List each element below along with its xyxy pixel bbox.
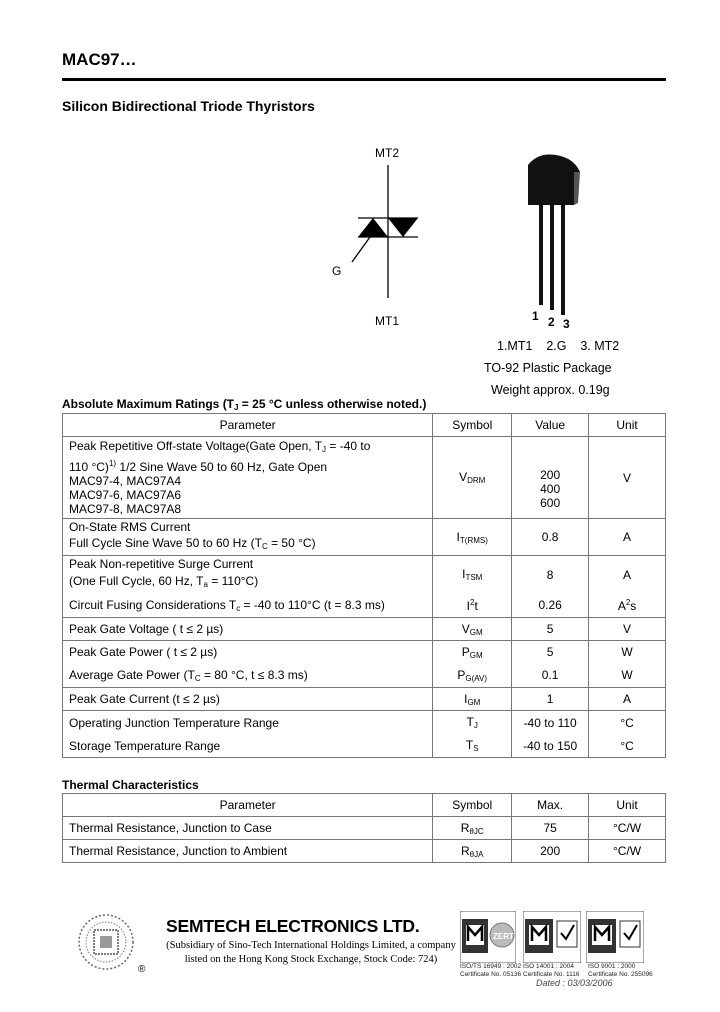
ts-unit: °C bbox=[589, 734, 666, 758]
rjc-value: 75 bbox=[512, 817, 589, 840]
vdrm-parameter: Peak Repetitive Off-state Voltage(Gate Open, $T_J = -40$ to 110 °C)$^{1)}$ 1/2 Sine Wave 50 to 60 Hz, Gate Open MAC97-4, MAC97A4 MAC97-6, MAC97A6 MAC97-8, MAC97A8 bbox=[63, 437, 433, 519]
col-parameter: Parameter bbox=[63, 794, 433, 817]
page-subtitle: Silicon Bidirectional Triode Thyristors bbox=[62, 98, 315, 114]
cert-iso-9001: ISO 9001 : 2000 Certificate No. 255096 bbox=[588, 963, 653, 978]
cert-iso-ts16949: ISO/TS 16949 : 2002 Certificate No. 05136 bbox=[460, 963, 522, 978]
triac-left-triangle bbox=[358, 218, 388, 237]
lead-2 bbox=[550, 205, 554, 310]
table-row bbox=[63, 688, 666, 711]
col-unit: Unit bbox=[589, 794, 666, 817]
igm-unit: A bbox=[589, 688, 666, 711]
pinout-caption: 1.MT1 2.G 3. MT2 bbox=[497, 339, 620, 353]
lead-3 bbox=[561, 205, 565, 315]
vdrm-unit: V bbox=[589, 437, 666, 519]
rja-unit: °C/W bbox=[589, 840, 666, 863]
ts-value: -40 to 150 bbox=[512, 734, 589, 758]
ts-parameter: Storage Temperature Range bbox=[63, 734, 433, 758]
pgav-symbol: $P_{G(AV)}$ bbox=[433, 663, 512, 688]
tj-value: -40 to 110 bbox=[512, 711, 589, 735]
itrms-value: 0.8 bbox=[512, 519, 589, 556]
tj-parameter: Operating Junction Temperature Range bbox=[63, 711, 433, 735]
gate-label: G bbox=[332, 264, 342, 278]
pgav-parameter: Average Gate Power ($T_C = 80$ °C, t ≤ 8.3 ms) bbox=[63, 663, 433, 688]
i2t-value: 0.26 bbox=[512, 593, 589, 618]
company-subsidiary-note: (Subsidiary of Sino-Tech International Holdings Limited, a company listed on the Hong Kong Stock Exchange, Stock Code: 724) bbox=[166, 940, 456, 965]
abs-max-table bbox=[62, 413, 666, 758]
itrms-symbol: $I_{T(RMS)}$ bbox=[433, 519, 512, 556]
col-symbol: Symbol bbox=[433, 794, 512, 817]
thermal-heading: Thermal Characteristics bbox=[62, 778, 199, 792]
part-number-title: MAC97… bbox=[62, 50, 137, 69]
iso-ts16949-badge bbox=[460, 911, 516, 963]
package-caption: TO-92 Plastic Package bbox=[484, 361, 612, 375]
package-body bbox=[528, 154, 580, 205]
table-row bbox=[63, 840, 666, 863]
vgm-unit: V bbox=[589, 618, 666, 641]
pgm-value: 5 bbox=[512, 641, 589, 664]
i2t-parameter: Circuit Fusing Considerations $T_c = -40$ to 110°C (t = 8.3 ms) bbox=[63, 593, 433, 618]
table-row bbox=[63, 734, 666, 758]
itrms-parameter: On-State RMS Current Full Cycle Sine Wave 50 to 60 Hz ($T_C = 50$ °C) bbox=[63, 519, 433, 556]
col-parameter: Parameter bbox=[63, 414, 433, 437]
col-value: Value bbox=[512, 414, 589, 437]
rjc-symbol: $R_{\theta JC}$ bbox=[433, 817, 512, 840]
table-row bbox=[63, 556, 666, 594]
iso-14001-badge bbox=[523, 911, 581, 963]
table-row bbox=[63, 437, 666, 519]
i2t-symbol: $I^2t$ bbox=[433, 593, 512, 618]
vdrm-symbol: $V_{DRM}$ bbox=[433, 437, 512, 519]
pgav-value: 0.1 bbox=[512, 663, 589, 688]
company-name: SEMTECH ELECTRONICS LTD. bbox=[166, 916, 420, 936]
table-header-row bbox=[63, 794, 666, 817]
ts-symbol: $T_S$ bbox=[433, 734, 512, 758]
pin-1-number: 1 bbox=[532, 309, 539, 323]
package-side bbox=[574, 172, 580, 205]
vgm-symbol: $V_{GM}$ bbox=[433, 618, 512, 641]
triac-symbol-diagram bbox=[320, 140, 480, 340]
pgav-unit: W bbox=[589, 663, 666, 688]
i2t-unit: $A^2s$ bbox=[589, 593, 666, 618]
pgm-parameter: Peak Gate Power ( t ≤ 2 µs) bbox=[63, 641, 433, 664]
table-row bbox=[63, 663, 666, 688]
rja-value: 200 bbox=[512, 840, 589, 863]
pgm-unit: W bbox=[589, 641, 666, 664]
table-row bbox=[63, 711, 666, 735]
col-unit: Unit bbox=[589, 414, 666, 437]
mt1-label: MT1 bbox=[375, 314, 399, 328]
thermal-table bbox=[62, 793, 666, 863]
itsm-parameter: Peak Non-repetitive Surge Current (One Full Cycle, 60 Hz, $T_a = 110^\circ C$) bbox=[63, 556, 433, 594]
rja-symbol: $R_{\theta JA}$ bbox=[433, 840, 512, 863]
itsm-unit: A bbox=[589, 556, 666, 594]
abs-max-heading: Absolute Maximum Ratings ($T_J = 25$ °C unless otherwise noted.) bbox=[62, 397, 427, 412]
table-row bbox=[63, 593, 666, 618]
tj-symbol: $T_J$ bbox=[433, 711, 512, 735]
dated-stamp: Dated : 03/03/2006 bbox=[536, 978, 613, 988]
igm-parameter: Peak Gate Current (t ≤ 2 µs) bbox=[63, 688, 433, 711]
gate-lead bbox=[352, 237, 370, 262]
company-logo bbox=[74, 910, 150, 976]
svg-text:ZERT: ZERT bbox=[493, 932, 514, 941]
cert-iso-14001: ISO 14001 : 2004 Certificate No. 1116 bbox=[523, 963, 580, 978]
table-row bbox=[63, 817, 666, 840]
table-row bbox=[63, 618, 666, 641]
itrms-unit: A bbox=[589, 519, 666, 556]
weight-caption: Weight approx. 0.19g bbox=[491, 383, 610, 397]
to92-package-drawing bbox=[518, 150, 588, 335]
title-rule bbox=[62, 78, 666, 81]
table-row bbox=[63, 519, 666, 556]
iso-9001-badge bbox=[586, 911, 644, 963]
rjc-unit: °C/W bbox=[589, 817, 666, 840]
itsm-value: 8 bbox=[512, 556, 589, 594]
registered-mark: ® bbox=[138, 964, 146, 975]
vgm-value: 5 bbox=[512, 618, 589, 641]
triac-right-triangle bbox=[388, 218, 418, 237]
pin-2-number: 2 bbox=[548, 315, 555, 329]
igm-value: 1 bbox=[512, 688, 589, 711]
vdrm-values: 200 400 600 bbox=[512, 437, 589, 519]
lead-1 bbox=[539, 205, 543, 305]
vgm-parameter: Peak Gate Voltage ( t ≤ 2 µs) bbox=[63, 618, 433, 641]
table-row bbox=[63, 641, 666, 664]
itsm-symbol: $I_{TSM}$ bbox=[433, 556, 512, 594]
table-header-row bbox=[63, 414, 666, 437]
mt2-label: MT2 bbox=[375, 146, 399, 160]
col-symbol: Symbol bbox=[433, 414, 512, 437]
col-max: Max. bbox=[512, 794, 589, 817]
rjc-parameter: Thermal Resistance, Junction to Case bbox=[63, 817, 433, 840]
pgm-symbol: $P_{GM}$ bbox=[433, 641, 512, 664]
igm-symbol: $I_{GM}$ bbox=[433, 688, 512, 711]
tj-unit: °C bbox=[589, 711, 666, 735]
rja-parameter: Thermal Resistance, Junction to Ambient bbox=[63, 840, 433, 863]
pin-3-number: 3 bbox=[563, 317, 570, 331]
